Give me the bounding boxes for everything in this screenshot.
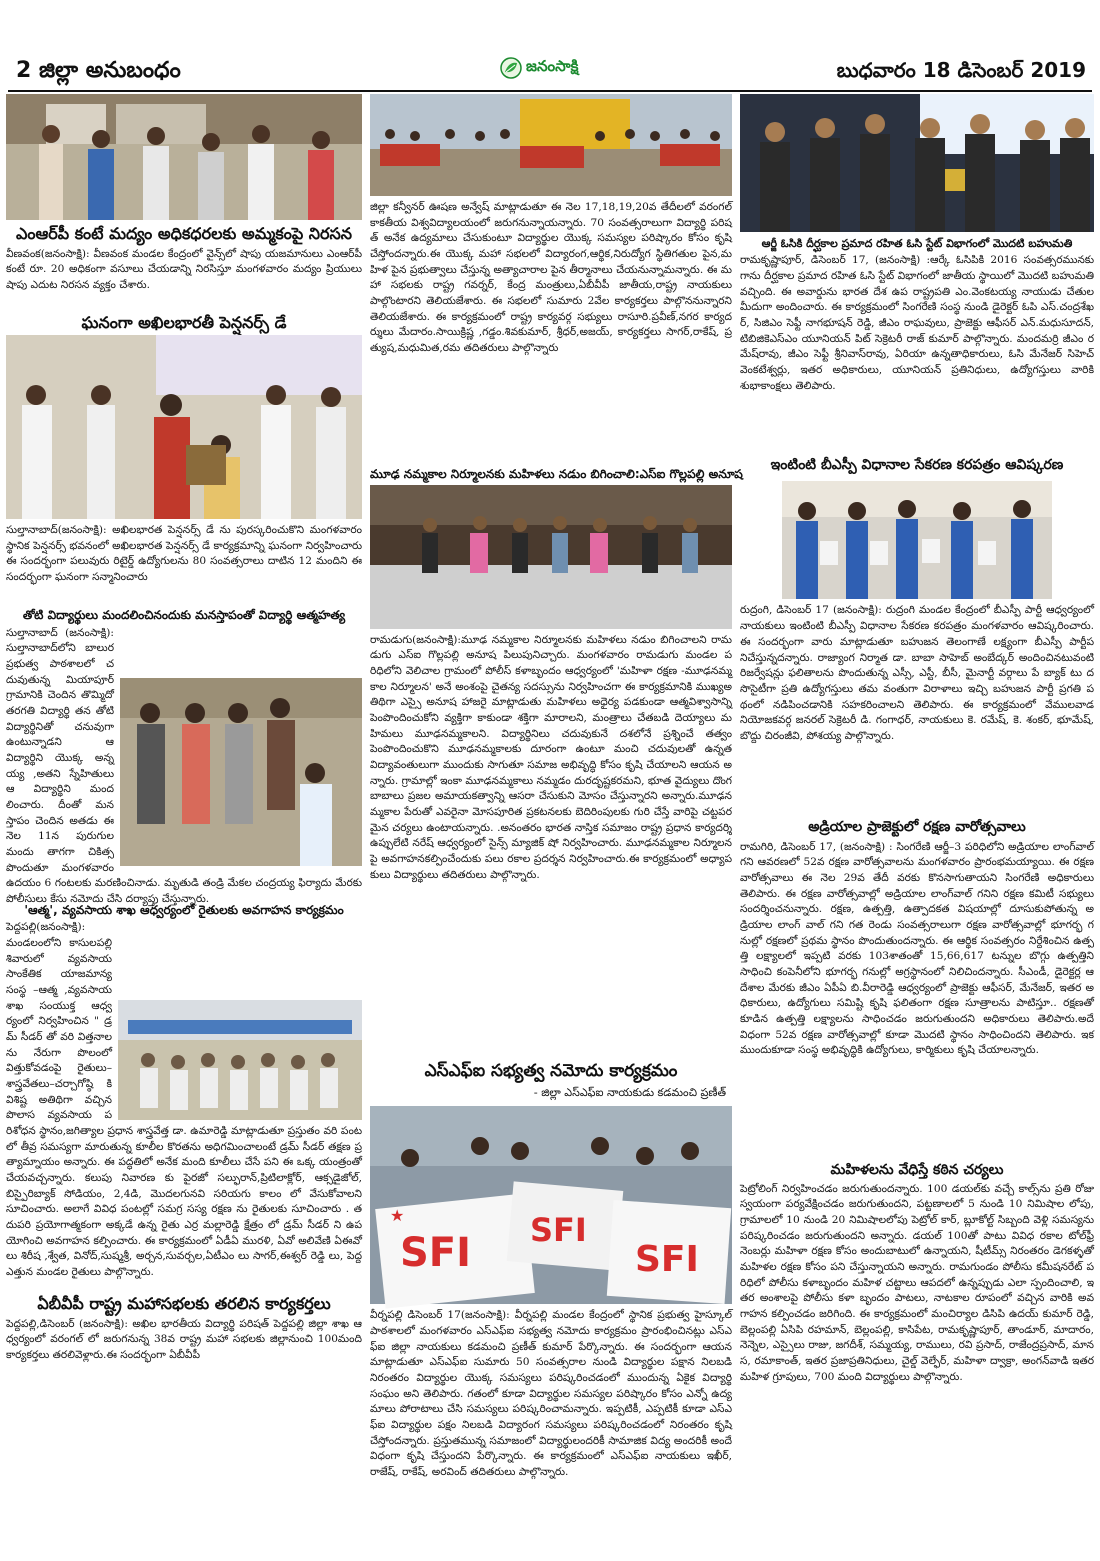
headline-superstition-eradication: మూఢ నమ్మకాల నిర్మూలనకు మహిళలు నడుం బిగించాలి:ఎస్ఐ గొల్లపల్లి అనూష — [370, 467, 743, 481]
headline-adriyala-safety-week: అడ్రియాల ప్రాజెక్టులో రక్షణ వారోత్సవాలు — [808, 819, 1026, 836]
photo-safety-award — [740, 94, 1094, 232]
photo-student-family — [120, 678, 362, 866]
article-abvp-conference-continued: జిల్లా కన్వీనర్ ఊషణ అన్వేష్ మాట్లాడుతూ ఈ నెల 17,18,19,20వ తేదీలలో వరంగల్ కాకతీయ విశ్వవిద్యాలయంలో జరుగనున్నాయన్నారు. 70 సంవత్సరాలుగా విద్యార్థి పరిషత్ అనేక ఉద్యమాలు చేసుకుంటూ విద్యార్థుల యొక్క సమస్యల పరిష్కారం కోసం కృషి చేస్తోందన్నారు.ఈ యొక్క మహా సభలలో విద్యారంగ,ఆర్థిక,నిరుద్యోగ స్థితిగతుల పైన,మహిళ పైన ప్రభుత్వాలు చేస్తున్న అత్యాచారాల పైన తీర్మానాలు చేయనున్నామన్నారు. ఈ మహా సభలకు రాష్ట్ర గవర్నర్, కేంద్ర మంత్రులు,ఏబీవీపీ జాతీయ,రాష్ట్ర నాయకులు పాల్గొంటారని తెలియజేశారు. ఈ సభలలో సుమారు 2వేల కార్యకర్తలు పాల్గొననున్నారని తెలియజేశారు. ఈ కార్యక్రమంలో రాష్ట్ర కార్యవర్గ సభ్యులు రాసూరి.ప్రవీణ్,నగర కార్యదర్శులు మేదారం.సాయిక్రిష్ణ ,గడ్డం.శివకుమార్, శ్రీధర్,అజయ్, కార్యకర్తలు సాగర్,రాకేష్, ప్రత్యుష,మధుమిత,రమ తదితరులు పాల్గొన్నారు — [370, 201, 732, 355]
article-student-suicide: సుల్తానాబాద్ (జనంసాక్షి): సుల్తానాబాద్‌లోని బాలుర ప్రభుత్వ పాఠశాలలో చదువుతున్న మియాపూర్ గ్రామానికి చెందిన తొమ్మిదో తరగతి విద్యార్థి తన తోటి విద్యార్థినితో చనువుగా ఉంటున్నాడని ఆ విద్యార్థిని యొక్క అన్నయ్య ,అతని స్నేహితులు ఆ విద్యార్థిని మందలించారు. దీంతో మనస్తాపం చెందిన అతడు ఈ నెల 11న పురుగుల మందు తాగగా చికిత్స పొందుతూ మంగళవారం ఉదయం 6 గంటలకు మరణించినాడు. మృతుడి తండ్రి మేకల చంద్రయ్య ఫిర్యాదు మేరకు పోలీసులు కేసు నమోదు చేసి దర్యాప్తు చేస్తున్నారు. — [6, 626, 362, 906]
photo-pensioners-day — [6, 335, 362, 519]
leaf-logo-icon — [500, 57, 522, 79]
headline-atma-farmers-awareness: 'ఆత్మ', వ్యవసాయ శాఖ ఆధ్వర్యంలో రైతులకు అవగాహన కార్యక్రమం — [24, 902, 344, 917]
photo-bsp-pamphlet-release — [782, 481, 1052, 599]
column-right — [740, 94, 1094, 1554]
headline-sfi-membership: ఎస్ఎఫ్ఐ సభ్యత్వ నమోదు కార్యక్రమం — [424, 1060, 678, 1081]
photo-sfi-students — [370, 1106, 732, 1304]
issue-date: బుధవారం 18 డిసెంబర్ 2019 — [836, 58, 1086, 82]
newspaper-logo — [500, 52, 610, 84]
headline-liquor-mrp-protest: ఎంఆర్‌పీ కంటే మద్యం అధికధరలకు అమ్మకంపై నిరసన — [16, 224, 352, 243]
article-sfi-membership: వీర్నపల్లి డిసెంబర్ 17(జనంసాక్షి): వీర్నపల్లి మండల కేంద్రంలో స్థానిక ప్రభుత్వ హైస్కూల్ పాఠశాలలో మంగళవారం ఎస్ఎఫ్ఐ సభ్యత్వ నమోదు కార్యక్రమం ప్రారంభించినట్లు ఎస్ఎఫ్ఐ జిల్లా నాయకులు కడమంచి ప్రణీత్ కుమార్ పేర్కొన్నారు. ఈ సందర్భంగా ఆయన మాట్లాడుతూ ఎస్ఎఫ్ఐ సుమారు 50 సంవత్సరాల నుండి విద్యార్థుల పక్షాన నిలబడి నిరంతరం విద్యార్థుల యొక్క సమస్యలు పరిష్కరించడంలో ముందున్న ఏకైక విద్యార్థి సంఘం అని తెలిపారు. గతంలో కూడా విద్యార్థుల సమస్యల పరిష్కారం కోసం ఎన్నో ఉద్యమాలు పోరాటాలు చేసి సమస్యలు పరిష్కరించామన్నారు. ఇప్పటికీ, ఎప్పటికీ కూడా ఎస్ఎఫ్ఐ విద్యార్థుల పక్షం నిలబడి విద్యారంగ సమస్యలు పరిష్కరించడంలో నిరంతరం కృషి చేస్తోందన్నారు. ప్రస్తుతమున్న సమాజంలో విద్యార్థులందరికీ సామాజిక విద్య అందరికీ అందే విధంగా కృషి చేస్తుందని పేర్కొన్నారు. ఈ కార్యక్రమంలో ఎస్ఎఫ్ఐ నాయకులు ఇఖీర్, రాజేష్, రాకేష్, అరవింద్ తదితరులు పాల్గొన్నారు. — [370, 1309, 732, 1479]
logo-text: జనంసాక్షి — [526, 57, 579, 75]
article-atma-farmers-wrap — [6, 920, 362, 1290]
photo-abvp-students-bus — [370, 94, 732, 196]
article-student-suicide-wrap — [6, 626, 362, 906]
article-oc-safety-award: రామకృష్ణాపూర్, డిసెంబర్ 17, (జనంసాక్షి) :ఆర్కే ఓసిపికి 2016 సంవత్సరమునకు గాను దీర్ఘకాల ప్రమాద రహిత ఓసి స్టేట్ విభాగంలో జాతీయ స్థాయిలో మొదటి బహుమతి వచ్చింది. ఈ అవార్డును భారత దేశ ఉప రాష్ట్రపతి ఎం.వెంకటయ్య నాయుడు చేతుల మీదుగా అందించారు. ఈ కార్యక్రమంలో సింగరేణి సంస్థ నుండి డైరెక్టర్ ఓపి ఎస్.చంద్రశేఖర్, సిజిఎం సెఫ్టీ నాగభూషన్ రెడ్డి, జీఎం రాఘవులు, ప్రాజెక్టు ఆఫీసర్ ఎన్.మధుసూదన్, టిబిజికెఎస్ఎం యూనియన్ పిట్ సెక్రెటరీ రాజ్ కుమార్ పాల్గొన్నారు. మందమర్రి జీఎం రమేష్‌రావు, జీఎం సెఫ్టీ శ్రీనివాస్‌రావు, ఏరియా ఉన్నతాధికారులు, ఓసి మేనేజర్ సిహెచ్ వెంకటేశ్వర్లు, ఇతర అధికారులు, యూనియన్ ప్రతినిధులు, ఉద్యోగస్తులు వారికి శుభాకాంక్షలు తెలిపారు. — [740, 254, 1094, 392]
article-superstition-eradication: రామడుగు(జనంసాక్షి):మూఢ నమ్మకాల నిర్మూలనకు మహిళలు నడుం బిగించాలని రామడుగు ఎస్ఐ గొల్లపల్లి అనూష పిలుపునిచ్చారు. మంగళవారం రామడుగు మండల పరిధిలోని వెలిచాల గ్రామంలో పోలీస్ కళాబృందం ఆధ్వర్యంలో 'మహిళా రక్షణ -మూఢనమ్మకాల నిర్మూలన' అనే అంశంపై చైతన్య సదస్సును నిర్వహించగా ఈ కార్యక్రమానికి ముఖ్యఅతిథిగా ఎస్సై అనూష హాజరై మాట్లాడుతు మహిళలు అధైర్య పడకుండా ఆత్మవిశ్వాసాన్ని పెంపొందించుకోని వ్యక్తిగా కాకుండా శక్తిగా మారాలని, మంత్రాలు చేతబడి దెయ్యాలు మహిమలు మూఢనమ్మకాలని. విద్యార్థినిలు చదువుకునే దశలోనే ప్రశ్నించే తత్వం పెంపొందించుకొని మూఢనమ్మకాలకు దూరంగా ఉంటూ మంచి చదువులతో ఉన్నత విద్యావంతులుగా ముందుకు సాగుతూ సమాజ అభివృద్ధి కోసం కృషి చేయాలని ఆయన అన్నారు. గ్రామాల్లో ఇంకా మూఢనమ్మకాలు నమ్మడం దురదృష్టకరమని, భూత వైద్యులు దొంగ బాబాలు ప్రజల అమాయకత్వాన్ని ఆసరా చేసుకుని మోసం చేస్తున్నారని అన్నారు.మూఢనమ్మకాల పేరుతో ఎవరైనా మోసపూరిత ప్రకటనలకు బెదిరింపులకు గురి చేస్తే వారిపై చట్టపరమైన చర్యలు ఉంటాయన్నారు. .అనంతరం భారత నాస్తిక సమాజం రాష్ట్ర ప్రధాన కార్యదర్శి ఉప్పులేటి నరేష్ ఆధ్వర్యంలో సైన్స్ మ్యాజిక్ షో నిర్వహించారు. మూఢనమ్మకాల నిర్మూలనపై అవగాహనకల్పించేందుకు పలు రకాల ప్రదర్శన నిర్వహించారు.ఈ కార్యక్రమంలో అధ్యాపకులు విద్యార్థులు తదితరులు పాల్గొన్నారు. — [370, 633, 732, 881]
column-left — [6, 94, 362, 1554]
headline-oc-safety-award: ఆర్జీ ఓసికి దీర్ఘకాల ప్రమాద రహిత ఓసి స్టేట్ విభాగంలో మొదటి బహుమతి — [761, 237, 1073, 250]
column-middle — [370, 94, 743, 1554]
photo-farmers-meeting — [118, 1000, 362, 1120]
page-section-label: 2 జిల్లా అనుబంధం — [16, 58, 181, 83]
headline-bsp-pamphlet: ఇంటింటి బీఎస్పీ విధానాల సేకరణ కరపత్రం ఆవిష్కరణ — [770, 457, 1064, 474]
sfi-banner-left: SFI — [400, 1230, 472, 1277]
masthead-rule — [8, 90, 1092, 92]
article-abvp-conference: పెద్దపల్లి,డిసెంబర్ (జనంసాక్షి): అఖిల భారతీయ విద్యార్థి పరిషత్ పెద్దపల్లి జిల్లా శాఖ ఆధ్వర్యంలో వరంగల్ లో జరుగనున్న 38వ రాష్ట్ర మహా సభలకు జిల్లానుంచి 100మంది కార్యకర్తలు తరలివెళ్లారు.ఈ సందర్భంగా ఏబీవీపీ — [6, 1317, 362, 1362]
headline-pensioners-day: ఘనంగా అఖిలభారతీ పెన్షనర్స్ డే — [81, 312, 287, 332]
headline-abvp-conference: ఏబీవీపీ రాష్ట్ర మహాసభలకు తరలిన కార్యకర్తలు — [37, 1294, 331, 1314]
photo-police-awareness-program — [370, 485, 732, 629]
article-women-harassment-action: పెట్రోలింగ్ నిర్వహించడం జరుగుతుందన్నారు. 100 డయల్‌కు వచ్చే కాల్స్‌ను ప్రతి రోజు స్వయంగా పర్యవేక్షించడం జరుగుతుందని, పట్టణాలలో 5 నుండి 10 నిమిషాల లోపు, గ్రామాలలో 10 నుండి 20 నిమిషాలలోపు పెట్రోల్ కార్, బ్లూకోల్ట్ సిబ్బంది వెళ్లి సమస్యను పరిష్కరించడం జరుగుతుందని అన్నారు. డయల్ 100తో పాటు వివిధ రకాల టోల్‌ఫ్రీ నెంబర్లు మహిళా రక్షణ కోసం అందుబాటులో ఉన్నాయని, షీటీమ్స్ నిరంతరం డెగకళ్ళతో మహిళల రక్షణ కోసం పని చేస్తున్నాయని అన్నారు. రామగుండం పోలీసు కమీషనరేట్ పరిధిలో పోలీసు కళాబృందం మహిళ చట్టాలు ఆపదలో ఉన్నప్పుడు ఎలా స్పందించాలి, ఇతర అంశాలపై పోలీసు కళా బృందం పాటలు, నాటకాల రూపంలో వచ్చిన వారికి అవగాహన కల్పించడం జరిగింది. ఈ కార్యక్రమంలో మంచిర్యాల డిసిపి ఉదయ్ కుమార్ రెడ్డి, బెల్లంపల్లి ఏసిపి రహమాన్, బెల్లంపల్లి, కాసిపేట, రామకృష్ణాపూర్, తాండూర్, మాదారం, నెన్నెల, ఎస్సైలు రాజు, జగదీశ్, సమ్మయ్య, రాములు, రవి ప్రసాద్, రాజేంద్రప్రసాద్, మానస, రమాకాంత్, ఇతర ప్రజాప్రతినిధులు, చైల్డ్ వెల్ఫేర్, మహిళా ద్వాక్రా, అంగన్‌వాడి ఇతర మహిళ గ్రూపులు, 700 మంది విద్యార్థులు పాల్గొన్నారు. — [740, 1182, 1094, 1383]
headline-women-harassment-action: మహిళలను వేధిస్తే కఠిన చర్యలు — [830, 1161, 1004, 1178]
article-bsp-pamphlet: రుద్రంగి, డిసెంబర్ 17 (జనంసాక్షి): రుద్రంగి మండల కేంద్రంలో బీఎస్పీ పార్టీ ఆధ్వర్యంలో నాయకులు ఇంటింటి బీఎస్పీ విధానాల సేకరణ కరపత్రం మంగళవారం ఆవిష్కరించారు. ఈ సందర్భంగా వారు మాట్లాడుతూ బహుజన తెలంగాణే లక్ష్యంగా బీఎస్పీ పార్టీపనిచేస్తున్నదన్నారు. రాజ్యాంగ నిర్మాత డా. బాబా సాహెబ్ అంబేద్కర్ అందించినటువంటి రిజర్వేషన్లు ఫలితాలను పొందుతున్న ఎస్సీ, ఎస్టీ, బీసీ, మైనార్టీ వర్గాలు పే బ్యాక్ టు ద సొసైటీగా ప్రతి ఉద్యోగస్తులు తమ వంతుగా విరాళాలు ఇచ్చి బహుజన పార్టీ ప్రగతి పథంలో నడిపించడానికి సహకరించాలని తెలిపారు. ఈ కార్యక్రమంలో వేములవాడ నియోజకవర్గ జనరల్ సెక్రెటరీ డి. గంగాధర్, నాయకులు కె. రమేష్, కె. శంకర్, భూమేష్, బొద్దు చిరంజీవి, పోశయ్య పాల్గొన్నారు. — [740, 604, 1094, 742]
article-adriyala-safety-week: రామగిరి, డిసెంబర్ 17, (జనంసాక్షి) : సింగరేణి ఆర్జీ–3 పరిధిలోని అడ్రియాల లాంగ్‌వాల్ గని ఆవరణలో 52వ రక్షణ వారోత్సవాలను మంగళవారం ప్రారంభమయ్యాయి. ఈ రక్షణ వారోత్సవాలు ఈ నెల 29వ తేదీ వరకు కొనసాగుతాయని సింగరేణి అధికారులు తెలిపారు. ఈ రక్షణ వారోత్సవాల్లో అడ్రియాల లాంగ్‌వాల్ గనిని రక్షణ కమిటీ సభ్యులు సందర్శించనున్నారు. రక్షణ, ఉత్పత్తి, ఉత్పాదకత విషయాల్లో దూసుకుపోతున్న అడ్రియాల లాంగ్ వాల్ గని గత రెండు సంవత్సరాలుగా రక్షణ వారోత్సవాల్లో భూగర్భ గనుల్లో రక్షణలో ప్రథమ స్థానం పొందుతుందన్నారు. ఈ ఆర్థిక సంవత్సరం నిర్దేశించిన ఉత్పత్తి లక్ష్యాలలో ఇప్పటి వరకు 103శాతంతో 15,66,617 టన్నుల బొగ్గు ఉత్పత్తిని సాధించి కంపెనీలోని భూగర్భ గనుల్లో అగ్రస్థానంలో నిలిచిందన్నారు. సీఎండీ, డైరెక్టర్ల ఆదేశాల మేరకు జీఎం ఏపీఏ బి.వీరారెడ్డి ఆధ్వర్యంలో ప్రాజెక్టు ఆఫీసర్, మేనేజర్, ఇతర అధికారులు, ఉద్యోగులు సమిష్టి కృషి ఫలితంగా రక్షణ సూత్రాలను పాటిస్తూ.. రక్షణతో కూడిన ఉత్పత్తి లక్ష్యాలను సాధించడం జరుగుతుందని అధికారులు తెలిపారు.అదే విధంగా 52వ రక్షణ వారోత్సవాల్లో కూడా మొదటి స్థానం సాధించిందని తెలిపారు. ఇక ముందుకూడా సంస్థ అభివృద్ధికి ఉద్యోగులు, కార్మికులు కృషి చేయాలన్నారు. — [740, 840, 1094, 1057]
subheadline-sfi-membership: - జిల్లా ఎస్ఎఫ్ఐ నాయకుడు కడమంచి ప్రణీత్ — [533, 1086, 726, 1100]
sfi-banner-center: SFI — [530, 1211, 587, 1250]
article-pensioners-day: సుల్తానాబాద్(జనంసాక్షి): అఖిలభారత పెన్షనర్స్ డే ను పురస్కరించుకొని మంగళవారం స్థానిక పెన్షనర్స్ భవనంలో అఖిలభారత పెన్షనర్స్ డే కార్యక్రమాన్ని ఘనంగా నిర్వహించారు ఈ సందర్భంగా పలువురు రిటైర్డ్ ఉద్యోగులను 80 సంవత్సరాలు దాటిన 12 మందిని ఈ సందర్భంగా ఘనంగా సన్మానించారు — [6, 524, 362, 584]
headline-student-suicide: తోటి విద్యార్థులు మందలించినందుకు మనస్తాపంతో విద్యార్థి ఆత్మహత్య — [22, 608, 346, 623]
article-liquor-mrp-protest: వీణవంక(జనంసాక్షి): వీణవంక మండల కేంద్రంలో వైన్స్‌లో షాపు యజమానులు ఎంఆర్‌పీ కంటే రూ. 20 అధికంగా వసూలు చేయడాన్ని నిరసిస్తూ మంగళవారం మద్యం ప్రియులు షాపు ఎదుట నిరసన వ్యక్తం చేశారు. — [6, 247, 362, 291]
article-atma-farmers: పెద్దపల్లి(జనంసాక్షి): మండలంలోని కాసులపల్లి శివారులో వ్యవసాయ సాంకేతిక యాజమాన్య సంస్థ –ఆత్మ ,వ్యవసాయ శాఖ సంయుక్త ఆధ్వర్యంలో నిర్వహించిన " డ్రమ్ సీడర్ తో వరి విత్తనాలను నేరుగా పొలంలో విత్తుకోవడంపై రైతులు–శాస్త్రవేతలు–చర్చాగోష్ఠి కి విశిష్ట అతిథిగా వచ్చిన పొలాస వ్యవసాయ పరిశోధన స్థానం,జగిత్యాల ప్రధాన శాస్త్రవేత్త డా. ఉమారెడ్డి మాట్లాడుతూ ప్రస్తుతం వరి పంటలో తీవ్ర సమస్యగా మారుతున్న కూలీల కొరతను అధిగమించాలంటే డ్రమ్ సీడర్ తక్షణ ప్రత్యామ్నాయం అన్నారు. ఈ పద్ధతిలో అనేక మంది కూలీలు చేసే పని ఈ ఒక్క యంత్రంతో చేయవచ్చన్నారు. కలుపు నివారణ కు పైరజో సల్ఫురాన్,ప్రిటిలాక్లోర్, ఆక్సడైజోల్, బిస్పైరిబ్యాక్ సోడియం, 2,4డి, మొదలగునవి సరియగు కాలం లో వేసుకోవాలని సూచించారు. అలాగే వివిధ పంటల్లో సమగ్ర సస్య రక్షణ ను రైతులకు సూచించారు . తదుపరి ప్రయోగాత్మకంగా అక్కడే ఉన్న రైతు ఎర్ర మల్లారెడ్డి క్షేత్రం లో డ్రమ్ సీడర్ ని ఉపయోగించి అవగాహన కల్పించారు. ఈ కార్యక్రమంలో ఏడీఏ మురళి, ఏవో అలివేణి ఏఈవో లు శిరీష ,శ్వేత, వినోద్,సుష్మశ్రీ, అర్చన,సువర్చల,ఏటీఎం లు సాగర్,ఈశ్వర్ రెడ్డి లు, పెద్ద ఎత్తున మండల రైతులు పాల్గొన్నారు. — [6, 921, 362, 1279]
masthead — [0, 0, 1100, 92]
sfi-banner-right: SFI — [635, 1239, 699, 1281]
star-icon: ★ — [390, 1206, 405, 1226]
photo-liquor-protest — [6, 94, 362, 220]
